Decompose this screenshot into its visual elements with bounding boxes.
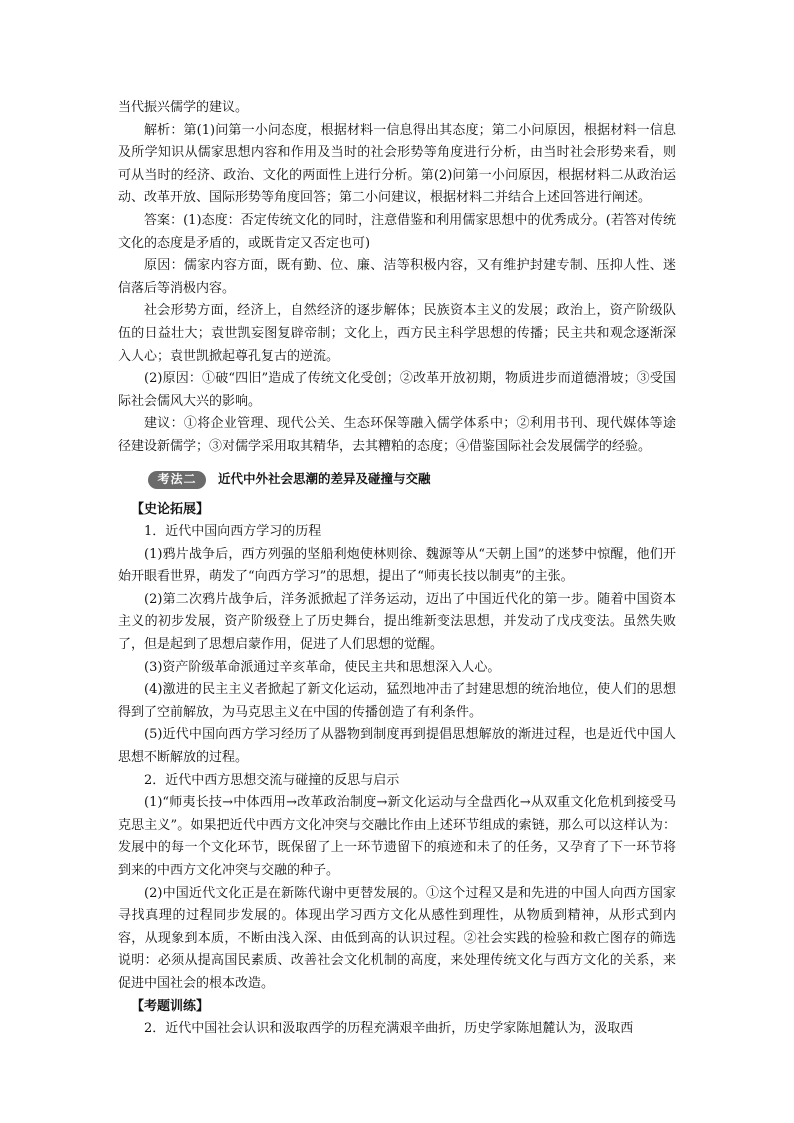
kaofa-heading bbox=[148, 467, 676, 493]
section-heading-shilun: 【史论拓展】 bbox=[131, 501, 210, 517]
list-item: (3)资产阶级革命派通过辛亥革命，使民主共和思想深入人心。 bbox=[144, 659, 501, 675]
question-text: 2．近代中国社会认识和汲取西学的历程充满艰辛曲折，历史学家陈旭麓认为，汲取西 bbox=[144, 1021, 634, 1037]
subheading-reflection: 2．近代中西方思想交流与碰撞的反思与启示 bbox=[144, 772, 400, 788]
paragraph-continuation: 当代振兴儒学的建议。 bbox=[118, 100, 249, 115]
reason-paragraph: 原因：儒家内容方面，既有勤、位、廉、洁等积极内容，又有维护封建专制、压抑人性、迷信落后等消极内容。 bbox=[118, 258, 676, 296]
document-body bbox=[118, 97, 676, 1041]
analysis-paragraph: 解析：第(1)问第一小问态度，根据材料一信息得出其态度；第二小问原因，根据材料一信息及所学知识从儒家思想内容和作用及当时的社会形势等角度进行分析，由当时社会形势来看，则可从当时的经济、政治、文化的两面性上进行分析。第(2)问第一小问原因，根据材料二从政治运动、改革开放、国际形势等角度回答；第二小问建议，根据材料二并结合上述回答进行阐述。 bbox=[118, 122, 676, 206]
answer-paragraph: 答案：(1)态度：否定传统文化的同时，注意借鉴和利用儒家思想中的优秀成分。(若答对传统文化的态度是矛盾的，或既肯定又否定也可) bbox=[118, 212, 676, 251]
list-item: (1)鸦片战争后，西方列强的坚船利炮使林则徐、魏源等从“天朝上国”的迷梦中惊醒，他们开始开眼看世界，萌发了“向西方学习”的思想，提出了“师夷长技以制夷”的主张。 bbox=[118, 546, 676, 585]
kaofa-badge: 考法二 bbox=[148, 471, 206, 489]
list-item: (2)中国近代文化正是在新陈代谢中更替发展的。①这个过程又是和先进的中国人向西方国家寻找真理的过程同步发展的。体现出学习西方文化从感性到理性，从物质到精神，从形式到内容，从现象到本质，不断由浅入深、由低到高的认识过程。②社会实践的检验和救亡图存的筛选说明：必须从提高国民素质、改善社会文化机制的高度，来处理传统文化与西方文化的关系，来促进中国社会的根本改造。 bbox=[118, 885, 676, 991]
social-situation-paragraph: 社会形势方面，经济上，自然经济的逐步解体；民族资本主义的发展；政治上，资产阶级队伍的日益壮大；袁世凯妄图复辟帝制；文化上，西方民主科学思想的传播；民主共和观念逐渐深入人心；袁世凯掀起尊孔复古的逆流。 bbox=[118, 303, 676, 364]
answer-part2-paragraph: (2)原因：①破“四旧”造成了传统文化受创；②改革开放初期，物质进步而道德滑坡；③受国际社会儒风大兴的影响。 bbox=[118, 371, 676, 409]
list-item: (4)激进的民主主义者掀起了新文化运动，猛烈地冲击了封建思想的统治地位，使人们的思想得到了空前解放，为马克思主义在中国的传播创造了有利条件。 bbox=[118, 682, 676, 720]
list-item: (5)近代中国向西方学习经历了从器物到制度再到提倡思想解放的渐进过程，也是近代中国人思想不断解放的过程。 bbox=[118, 727, 676, 766]
section-heading-training: 【考题训练】 bbox=[131, 998, 210, 1014]
subheading-history: 1．近代中国向西方学习的历程 bbox=[144, 524, 322, 540]
kaofa-title: 近代中外社会思潮的差异及碰撞与交融 bbox=[218, 471, 431, 487]
list-item: (2)第二次鸦片战争后，洋务派掀起了洋务运动，迈出了中国近代化的第一步。随着中国资本主义的初步发展，资产阶级登上了历史舞台，提出维新变法思想，并发动了戊戌变法。虽然失败了，但是起到了思想启蒙作用，促进了人们思想的觉醒。 bbox=[118, 591, 676, 653]
suggestion-paragraph: 建议：①将企业管理、现代公关、生态环保等融入儒学体系中；②利用书刊、现代媒体等途径建设新儒学；③对儒学采用取其精华，去其糟粕的态度；④借鉴国际社会发展儒学的经验。 bbox=[118, 416, 676, 454]
list-item: (1)“师夷长技→中体西用→改革政治制度→新文化运动与全盘西化→从双重文化危机到接受马克思主义”。如果把近代中西方文化冲突与交融比作由上述环节组成的索链，那么可以这样认为：发展中的每一个文化环节，既保留了上一环节遗留下的痕迹和未了的任务，又孕育了下一环节将到来的中西方文化冲突与交融的种子。 bbox=[118, 795, 676, 878]
